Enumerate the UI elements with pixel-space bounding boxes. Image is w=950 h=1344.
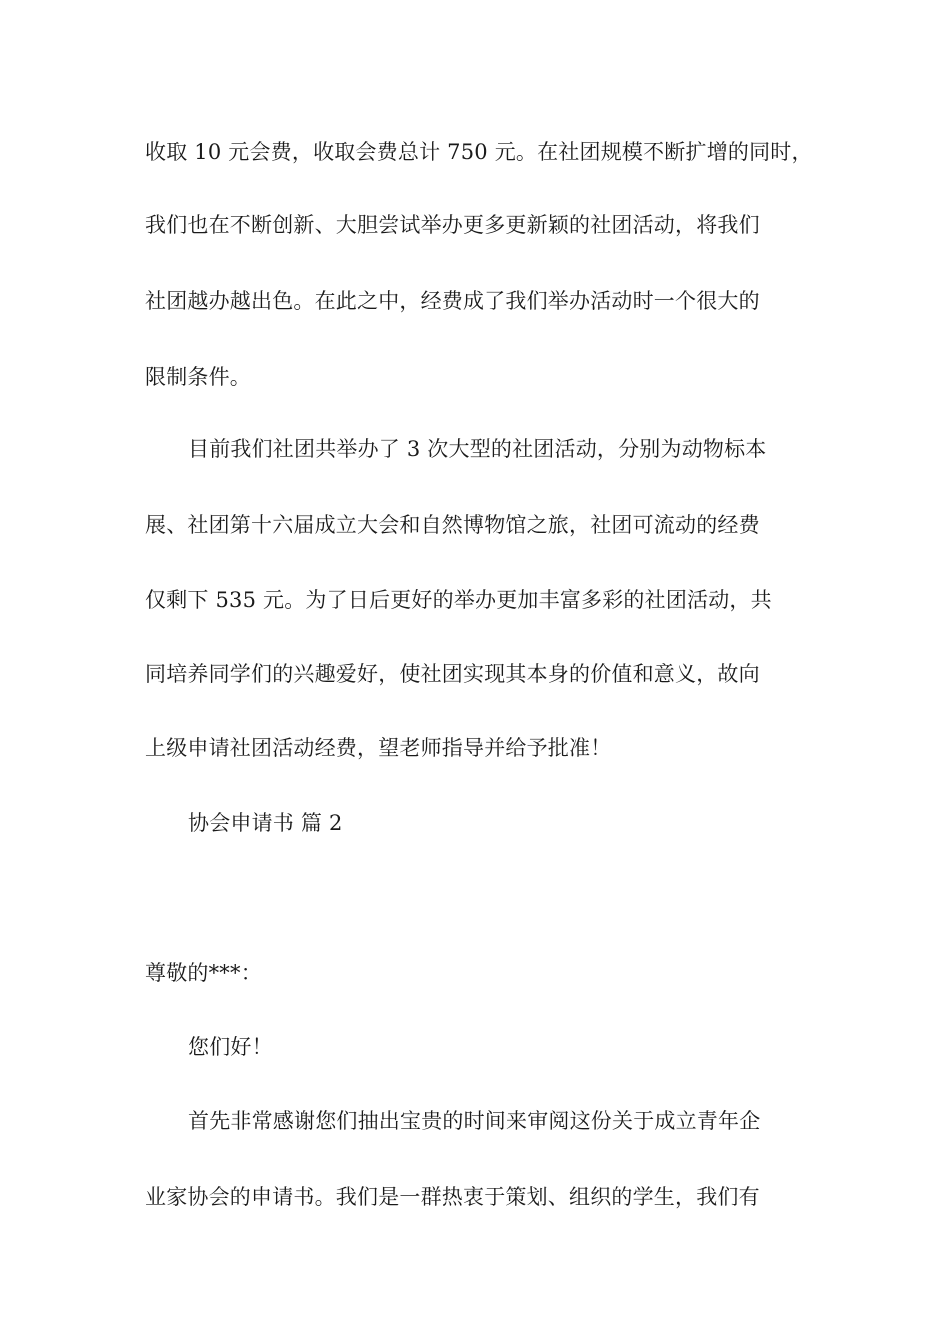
paragraph-line: 展、社团第十六届成立大会和自然博物馆之旅，社团可流动的经费	[145, 513, 760, 537]
paragraph-line: 限制条件。	[145, 365, 251, 389]
paragraph-line: 仅剩下 535 元。为了日后更好的举办更加丰富多彩的社团活动，共	[145, 588, 772, 612]
salutation: 尊敬的***：	[145, 961, 262, 985]
paragraph-line: 业家协会的申请书。我们是一群热衷于策划、组织的学生，我们有	[145, 1185, 760, 1209]
paragraph-line: 收取 10 元会费，收取会费总计 750 元。在社团规模不断扩增的同时，	[145, 140, 813, 164]
greeting: 您们好！	[188, 1035, 273, 1059]
paragraph-line: 社团越办越出色。在此之中，经费成了我们举办活动时一个很大的	[145, 289, 760, 313]
paragraph-line: 首先非常感谢您们抽出宝贵的时间来审阅这份关于成立青年企	[188, 1109, 761, 1133]
paragraph-line: 目前我们社团共举办了 3 次大型的社团活动，分别为动物标本	[188, 437, 767, 461]
paragraph-line: 我们也在不断创新、大胆尝试举办更多更新颖的社团活动，将我们	[145, 213, 760, 237]
paragraph-line: 同培养同学们的兴趣爱好，使社团实现其本身的价值和意义，故向	[145, 662, 760, 686]
paragraph-line: 上级申请社团活动经费，望老师指导并给予批准！	[145, 736, 612, 760]
section-heading: 协会申请书 篇 2	[188, 811, 343, 835]
